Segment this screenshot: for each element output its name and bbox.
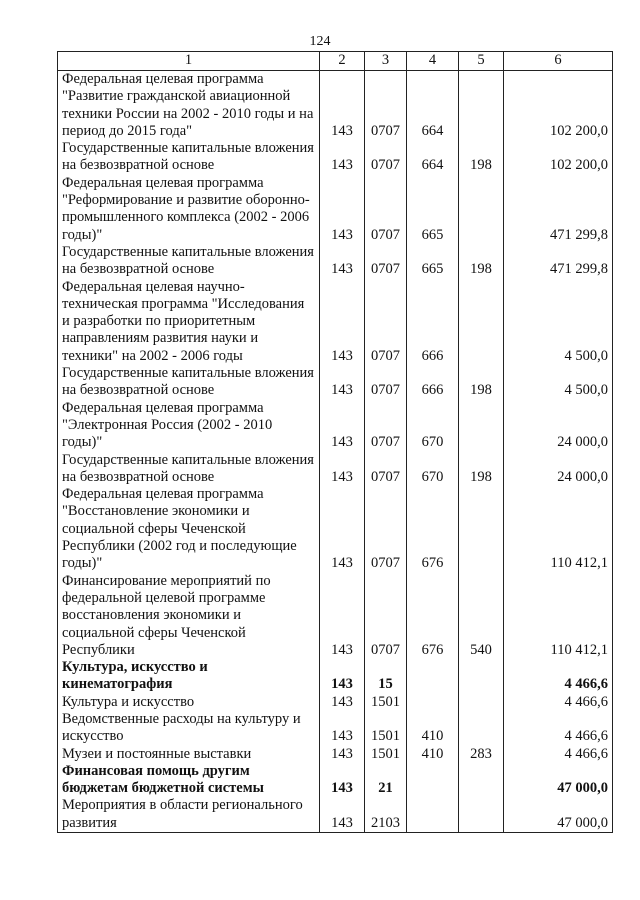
header-col-3: 3 — [365, 52, 407, 71]
cell-name: Финансовая помощь другим бюджетам бюджетной системы — [58, 763, 320, 798]
cell-amount: 4 466,6 — [504, 694, 613, 711]
cell-name: Государственные капитальные вложения на безвозвратной основе — [58, 452, 320, 487]
cell-section-code: 0707 — [365, 452, 407, 487]
table-row — [58, 71, 613, 141]
cell-target-code: 664 — [407, 71, 459, 141]
cell-target-code: 665 — [407, 175, 459, 244]
cell-ministry-code: 143 — [320, 400, 365, 452]
cell-expense-code: 540 — [459, 573, 504, 659]
cell-ministry-code: 143 — [320, 763, 365, 798]
cell-section-code: 21 — [365, 763, 407, 798]
table-row — [58, 486, 613, 572]
cell-name: Финансирование мероприятий по федеральной целевой программе восстановления экономики и социальной сферы Чеченской Республики — [58, 573, 320, 659]
cell-amount: 24 000,0 — [504, 452, 613, 487]
cell-section-code: 0707 — [365, 573, 407, 659]
cell-target-code: 664 — [407, 140, 459, 175]
table-row — [58, 763, 613, 798]
cell-ministry-code: 143 — [320, 659, 365, 694]
table-row — [58, 711, 613, 746]
cell-amount: 47 000,0 — [504, 763, 613, 798]
cell-name: Культура, искусство и кинематография — [58, 659, 320, 694]
cell-expense-code: 198 — [459, 365, 504, 400]
header-col-4: 4 — [407, 52, 459, 71]
table-row — [58, 279, 613, 365]
cell-ministry-code: 143 — [320, 365, 365, 400]
table-header — [58, 52, 613, 71]
cell-ministry-code: 143 — [320, 71, 365, 141]
cell-expense-code — [459, 400, 504, 452]
cell-amount: 4 466,6 — [504, 746, 613, 763]
cell-name: Государственные капитальные вложения на безвозвратной основе — [58, 365, 320, 400]
cell-target-code — [407, 797, 459, 832]
cell-section-code: 0707 — [365, 365, 407, 400]
cell-section-code: 0707 — [365, 400, 407, 452]
cell-ministry-code: 143 — [320, 244, 365, 279]
cell-expense-code: 283 — [459, 746, 504, 763]
cell-section-code: 1501 — [365, 711, 407, 746]
table-row — [58, 452, 613, 487]
cell-name: Ведомственные расходы на культуру и искусство — [58, 711, 320, 746]
cell-amount: 4 500,0 — [504, 365, 613, 400]
cell-amount: 24 000,0 — [504, 400, 613, 452]
table-row — [58, 694, 613, 711]
cell-name: Федеральная целевая программа "Развитие гражданской авиационной техники России на 2002 - 2010 годы и на период до 2015 года" — [58, 71, 320, 141]
cell-section-code: 1501 — [365, 746, 407, 763]
table-row — [58, 400, 613, 452]
cell-name: Музеи и постоянные выставки — [58, 746, 320, 763]
cell-expense-code: 198 — [459, 452, 504, 487]
cell-section-code: 2103 — [365, 797, 407, 832]
cell-section-code: 15 — [365, 659, 407, 694]
cell-amount: 102 200,0 — [504, 140, 613, 175]
cell-name: Федеральная целевая программа "Электронная Россия (2002 - 2010 годы)" — [58, 400, 320, 452]
cell-ministry-code: 143 — [320, 279, 365, 365]
cell-expense-code — [459, 694, 504, 711]
cell-amount: 110 412,1 — [504, 486, 613, 572]
table-body — [58, 71, 613, 833]
header-col-6: 6 — [504, 52, 613, 71]
cell-expense-code — [459, 797, 504, 832]
cell-target-code: 670 — [407, 400, 459, 452]
cell-ministry-code: 143 — [320, 452, 365, 487]
table-row — [58, 573, 613, 659]
cell-ministry-code: 143 — [320, 746, 365, 763]
cell-section-code: 0707 — [365, 244, 407, 279]
header-col-1: 1 — [58, 52, 320, 71]
cell-amount: 4 466,6 — [504, 711, 613, 746]
cell-ministry-code: 143 — [320, 797, 365, 832]
cell-target-code: 410 — [407, 746, 459, 763]
cell-amount: 4 466,6 — [504, 659, 613, 694]
header-col-2: 2 — [320, 52, 365, 71]
cell-section-code: 0707 — [365, 140, 407, 175]
budget-table — [57, 51, 613, 833]
cell-expense-code — [459, 711, 504, 746]
cell-expense-code: 198 — [459, 140, 504, 175]
cell-expense-code — [459, 486, 504, 572]
header-row — [58, 52, 613, 71]
table-row — [58, 746, 613, 763]
cell-name: Государственные капитальные вложения на безвозвратной основе — [58, 244, 320, 279]
cell-section-code: 1501 — [365, 694, 407, 711]
cell-amount: 110 412,1 — [504, 573, 613, 659]
page-number: 124 — [309, 34, 331, 49]
cell-target-code: 666 — [407, 279, 459, 365]
cell-target-code: 676 — [407, 486, 459, 572]
cell-target-code: 666 — [407, 365, 459, 400]
cell-name: Федеральная целевая научно-техническая программа "Исследования и разработки по приоритетным направлениям развития науки и техники" на 2002 - 2006 годы — [58, 279, 320, 365]
cell-section-code: 0707 — [365, 175, 407, 244]
cell-amount: 47 000,0 — [504, 797, 613, 832]
cell-ministry-code: 143 — [320, 486, 365, 572]
header-col-5: 5 — [459, 52, 504, 71]
table-row — [58, 659, 613, 694]
cell-expense-code — [459, 71, 504, 141]
cell-name: Федеральная целевая программа "Восстановление экономики и социальной сферы Чеченской Республики (2002 год и последующие годы)" — [58, 486, 320, 572]
cell-target-code: 665 — [407, 244, 459, 279]
cell-amount: 471 299,8 — [504, 244, 613, 279]
cell-section-code: 0707 — [365, 279, 407, 365]
cell-target-code: 670 — [407, 452, 459, 487]
cell-target-code — [407, 763, 459, 798]
table-row — [58, 365, 613, 400]
cell-expense-code: 198 — [459, 244, 504, 279]
cell-amount: 102 200,0 — [504, 71, 613, 141]
cell-amount: 471 299,8 — [504, 175, 613, 244]
cell-ministry-code: 143 — [320, 711, 365, 746]
table-row — [58, 175, 613, 244]
cell-expense-code — [459, 175, 504, 244]
cell-expense-code — [459, 763, 504, 798]
cell-target-code: 410 — [407, 711, 459, 746]
cell-section-code: 0707 — [365, 486, 407, 572]
table-row — [58, 140, 613, 175]
cell-name: Государственные капитальные вложения на безвозвратной основе — [58, 140, 320, 175]
cell-target-code — [407, 659, 459, 694]
cell-ministry-code: 143 — [320, 140, 365, 175]
cell-ministry-code: 143 — [320, 694, 365, 711]
cell-name: Федеральная целевая программа "Реформирование и развитие оборонно-промышленного комплекса (2002 - 2006 годы)" — [58, 175, 320, 244]
cell-expense-code — [459, 279, 504, 365]
cell-section-code: 0707 — [365, 71, 407, 141]
cell-ministry-code: 143 — [320, 573, 365, 659]
cell-target-code: 676 — [407, 573, 459, 659]
cell-name: Мероприятия в области регионального развития — [58, 797, 320, 832]
cell-target-code — [407, 694, 459, 711]
cell-expense-code — [459, 659, 504, 694]
cell-ministry-code: 143 — [320, 175, 365, 244]
cell-name: Культура и искусство — [58, 694, 320, 711]
table-row — [58, 244, 613, 279]
cell-amount: 4 500,0 — [504, 279, 613, 365]
table-row — [58, 797, 613, 832]
